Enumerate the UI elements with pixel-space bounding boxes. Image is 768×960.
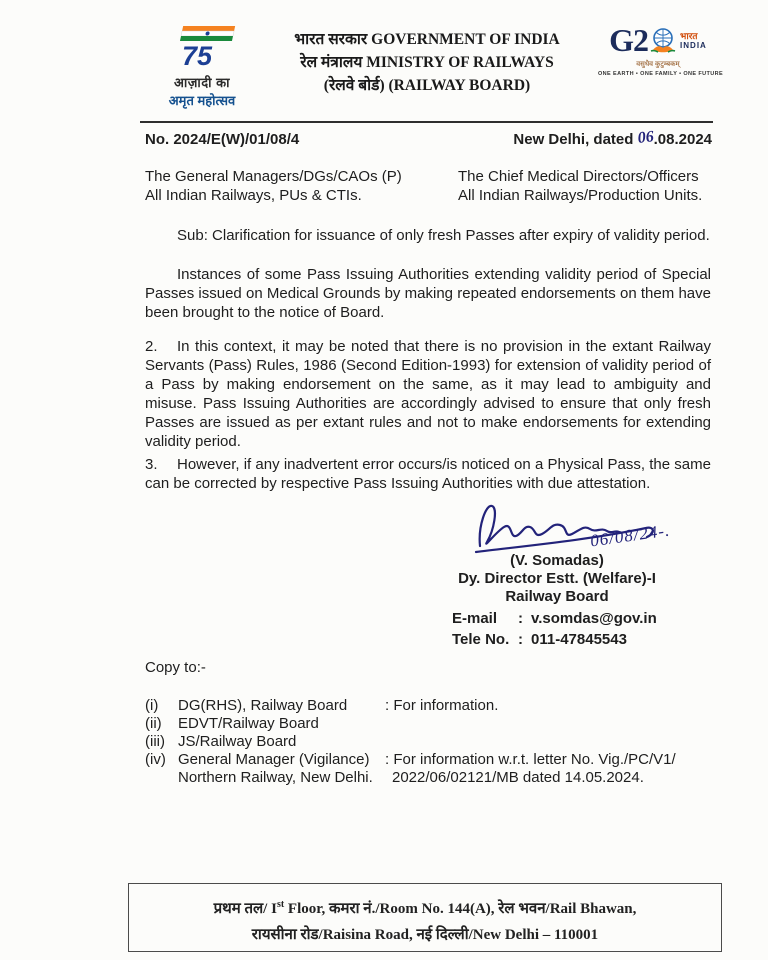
ministry-heading bbox=[260, 28, 594, 97]
paragraph-2-number: 2. bbox=[145, 338, 158, 355]
copy-item-note-line1: : For information w.r.t. letter No. Vig./PC/V1/ bbox=[385, 751, 676, 768]
paragraph-1 bbox=[145, 265, 711, 322]
copy-item-note bbox=[385, 751, 718, 787]
copy-to-item bbox=[145, 733, 718, 751]
govt-of-india-line: भारत सरकार GOVERNMENT OF INDIA bbox=[294, 31, 560, 48]
paragraph-3-text: However, if any inadvertent error occurs/is noticed on a Physical Pass, the same can be corrected by respective Pass Issuing Authorities with due attestation. bbox=[145, 456, 711, 492]
ministry-of-railways-line: रेल मंत्रालय MINISTRY OF RAILWAYS bbox=[300, 54, 554, 71]
copy-to-heading: Copy to:- bbox=[145, 659, 206, 676]
email-label: E-mail bbox=[452, 610, 498, 627]
copy-item-note-line2: 2022/06/02121/MB dated 14.05.2024. bbox=[392, 769, 644, 786]
copy-item-numeral: (iii) bbox=[145, 733, 165, 750]
g20-bharat-label: भारत bbox=[680, 30, 698, 41]
telephone-colon: : bbox=[518, 631, 523, 648]
paragraph-2 bbox=[145, 337, 711, 451]
date-suffix: .08.2024 bbox=[653, 131, 712, 148]
copy-item-note: : For information. bbox=[385, 697, 499, 714]
email-row bbox=[452, 608, 657, 629]
addressee-right-line1: The Chief Medical Directors/Officers bbox=[458, 168, 699, 185]
signature-handwritten-date: 06/08/24-. bbox=[588, 520, 672, 551]
copy-item-numeral: (i) bbox=[145, 697, 159, 714]
paragraph-2-text: In this context, it may be noted that there is no provision in the extant Railway Servants (Pass) Rules, 1986 (Second Edition-1993) for extension of validity period of a Pass by making endorsement on the same, as it may lead to ambiguity and misuse. Pass Issuing Authorities are accordingly advised to ensure that only fresh Passes are issued as per extant rules and not to make endorsements for extending validity period. bbox=[145, 338, 711, 450]
g20-label: G2 bbox=[609, 22, 649, 58]
addressee-left bbox=[145, 167, 402, 205]
addressee-right-line2: All Indian Railways/Production Units. bbox=[458, 187, 703, 204]
addressee-left-line2: All Indian Railways, PUs & CTIs. bbox=[145, 187, 362, 204]
address-line1-pre: प्रथम तल/ I bbox=[213, 901, 277, 917]
signatory-designation: Dy. Director Estt. (Welfare)-I bbox=[458, 570, 656, 587]
g20-bharat-india bbox=[680, 32, 707, 50]
copy-item-recipient: DG(RHS), Railway Board bbox=[178, 697, 348, 714]
g20-india-label: INDIA bbox=[680, 40, 707, 50]
header-divider bbox=[140, 121, 713, 123]
handwritten-day: 06 bbox=[636, 128, 655, 147]
signatory-name: (V. Somadas) bbox=[510, 552, 604, 569]
office-address-box bbox=[128, 883, 722, 952]
address-line1-post: Floor, कमरा नं./Room No. 144(A), रेल भवन/Rail Bhawan, bbox=[284, 901, 637, 917]
copy-to-item bbox=[145, 751, 718, 787]
g20-india-logo bbox=[598, 22, 724, 77]
telephone-value: 011-47845543 bbox=[531, 631, 627, 648]
signatory-contact bbox=[452, 608, 657, 650]
reference-number: No. 2024/E(W)/01/08/4 bbox=[145, 131, 300, 148]
g20-vasudhaiva-motto: वसुधैव कुटुम्बकम् bbox=[636, 61, 680, 68]
tricolor-75-icon bbox=[162, 22, 242, 68]
copy-item-recipient-line1: General Manager (Vigilance) bbox=[178, 751, 370, 768]
email-value: v.somdas@gov.in bbox=[531, 610, 657, 627]
address-line2: रायसीना रोड/Raisina Road, नई दिल्ली/New Delhi – 110001 bbox=[251, 927, 599, 943]
subject-line: Sub: Clarification for issuance of only fresh Passes after expiry of validity period. bbox=[177, 227, 710, 244]
g20-globe-lotus-icon bbox=[650, 26, 676, 56]
signatory-block bbox=[428, 552, 686, 606]
copy-to-item bbox=[145, 715, 718, 733]
amrit-logo-line1: आज़ादी का bbox=[173, 75, 231, 90]
addressee-right bbox=[458, 167, 702, 205]
railway-board-line: (रेलवे बोर्ड) (RAILWAY BOARD) bbox=[323, 77, 531, 94]
address-line1 bbox=[129, 892, 721, 922]
amrit-logo-number: 75 bbox=[182, 41, 213, 68]
copy-item-recipient: JS/Railway Board bbox=[178, 733, 297, 750]
place-date-prefix: New Delhi, dated bbox=[513, 131, 634, 148]
paragraph-3 bbox=[145, 455, 711, 493]
paragraph-3-number: 3. bbox=[145, 456, 158, 473]
g20-label-row bbox=[598, 22, 718, 59]
telephone-label: Tele No. bbox=[452, 631, 510, 648]
reference-row bbox=[145, 128, 712, 149]
copy-to-list bbox=[145, 697, 718, 787]
place-and-date bbox=[513, 128, 712, 149]
amrit-logo-line2: अमृत महोत्सव bbox=[168, 93, 236, 108]
copy-item-numeral: (iv) bbox=[145, 751, 166, 768]
email-colon: : bbox=[518, 610, 523, 627]
copy-item-recipient bbox=[178, 751, 385, 787]
paragraph-1-text: Instances of some Pass Issuing Authorities extending validity period of Special Passes issued on Medical Grounds by making repeated endorsements on them have been brought to the notice of Board. bbox=[145, 266, 711, 321]
telephone-row bbox=[452, 629, 657, 650]
copy-item-numeral: (ii) bbox=[145, 715, 162, 732]
copy-item-recipient: EDVT/Railway Board bbox=[178, 715, 319, 732]
azadi-amrit-mahotsav-logo bbox=[138, 22, 266, 109]
copy-to-item bbox=[145, 697, 718, 715]
signatory-office: Railway Board bbox=[505, 588, 609, 605]
copy-item-recipient-line2: Northern Railway, New Delhi. bbox=[178, 769, 373, 786]
addressee-left-line1: The General Managers/DGs/CAOs (P) bbox=[145, 168, 402, 185]
g20-tagline: ONE EARTH • ONE FAMILY • ONE FUTURE bbox=[598, 71, 724, 77]
address-line1-ordinal: st bbox=[276, 899, 285, 910]
